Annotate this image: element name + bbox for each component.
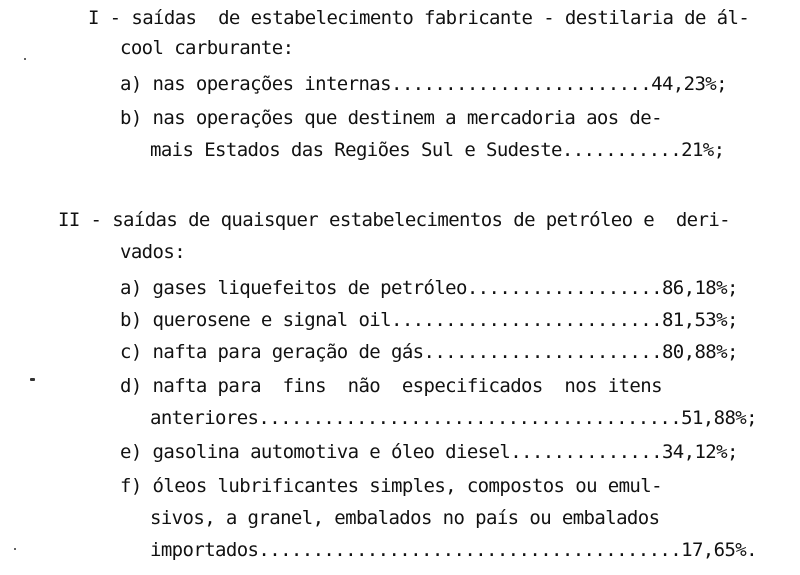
section-ii-heading-line-1: II - saídas de quaisquer estabelecimentos de petróleo e deri- [58,209,731,231]
section-i-heading-line-2: cool carburante: [120,37,294,59]
section-i-item-b-line-1: b) nas operações que destinem a mercadoria aos de- [120,107,662,129]
section-i-item-b-line-2: mais Estados das Regiões Sul e Sudeste...........21%; [150,139,725,161]
section-ii-item-d-line-1: d) nafta para fins não especificados nos itens [120,375,662,397]
section-ii-item-c: c) nafta para geração de gás......................80,88%; [120,341,738,363]
section-ii-item-f-line-1: f) óleos lubrificantes simples, compostos ou emul- [120,475,662,497]
section-ii-item-b: b) querosene e signal oil.........................81,53%; [120,309,738,331]
section-ii-heading-line-2: vados: [120,241,186,263]
scan-speck [24,58,26,60]
scan-speck [30,378,35,381]
scan-speck [14,548,16,550]
section-i-heading-line-1: I - saídas de estabelecimento fabricante - destilaria de ál- [88,7,750,29]
section-ii-item-f-line-3: importados.......................................17,65%. [150,539,757,561]
section-i-item-a: a) nas operações internas........................44,23%; [120,73,727,95]
section-ii-item-f-line-2: sivos, a granel, embalados no país ou embalados [150,507,660,529]
section-ii-item-d-line-2: anteriores.......................................51,88%; [150,407,757,429]
section-ii-item-a: a) gases liquefeitos de petróleo..................86,18%; [120,277,738,299]
section-ii-item-e: e) gasolina automotiva e óleo diesel..............34,12%; [120,441,738,463]
